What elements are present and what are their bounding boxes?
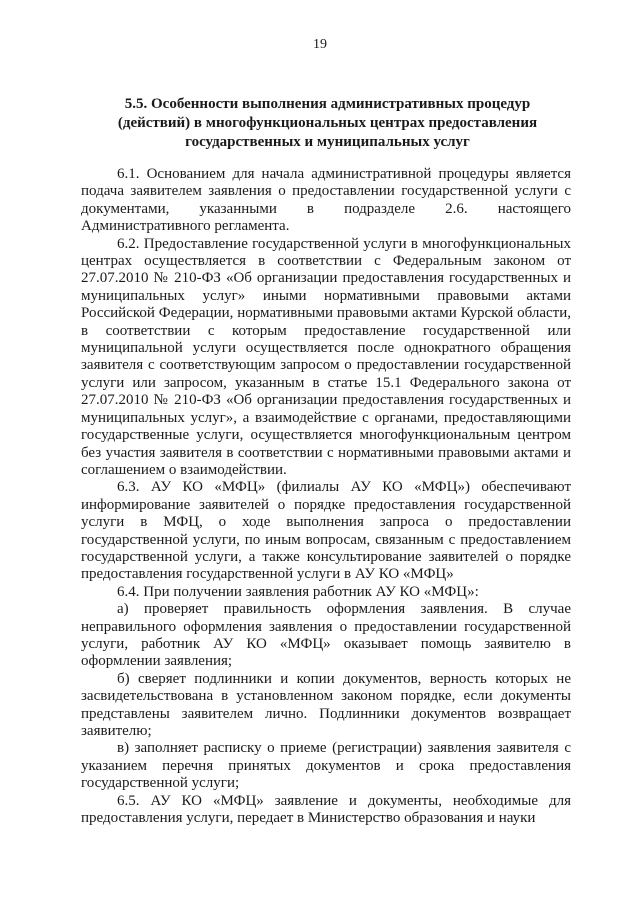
page-number: 19 bbox=[313, 37, 327, 52]
paragraph-6-4-b: б) сверяет подлинники и копии документов, верность которых не засвидетельствована в установленном законом порядке, если документы представлены заявителем лично. Подлинники документов возвращает заявителю; bbox=[81, 670, 571, 739]
paragraph-6-5: 6.5. АУ КО «МФЦ» заявление и документы, необходимые для предоставления услуги, передает в Министерство образования и науки bbox=[81, 792, 571, 827]
paragraph-6-4-a: а) проверяет правильность оформления заявления. В случае неправильного оформления заявления о предоставлении государственной услуги, работник АУ КО «МФЦ» оказывает помощь заявителю в оформлении заявления; bbox=[81, 601, 571, 670]
paragraph-6-4: 6.4. При получении заявления работник АУ КО «МФЦ»: bbox=[117, 583, 479, 600]
section-title: 5.5. Особенности выполнения административных процедур (действий) в многофункциональных центрах предоставления государственных и муниципальных услуг bbox=[117, 96, 538, 150]
paragraph-6-2: 6.2. Предоставление государственной услуги в многофункциональных центрах осуществляется в соответствии с Федеральным законом от 27.07.2010 № 210-ФЗ «Об организации предоставления государственных и муниципальных услуг» иными нормативными правовыми актами Российской Федерации, нормативными правовыми актами Курской области, в соответствии с которым предоставление государственной или муниципальной услуги осуществляется после однократного обращения заявителя с соответствующим запросом о предоставлении государственной услуги или запросом, указанным в статье 15.1 Федерального закона от 27.07.2010 № 210-ФЗ «Об организации предоставления государственных и муниципальных услуг», а взаимодействие с органами, предоставляющими государственные услуги, осуществляется многофункциональным центром без участия заявителя в соответствии с нормативными правовыми актами и соглашением о взаимодействии. bbox=[81, 235, 571, 478]
body-text bbox=[81, 166, 571, 827]
paragraph-6-4-v: в) заполняет расписку о приеме (регистрации) заявления заявителя с указанием перечня принятых документов и срока предоставления государственной услуги; bbox=[81, 740, 571, 792]
paragraph-6-1: 6.1. Основанием для начала административной процедуры является подача заявителем заявления о предоставлении государственной услуги с документами, указанными в подразделе 2.6. настоящего Административного регламента. bbox=[81, 166, 571, 235]
paragraph-6-3: 6.3. АУ КО «МФЦ» (филиалы АУ КО «МФЦ») обеспечивают информирование заявителей о порядке предоставления государственной услуги в МФЦ, о ходе выполнения запроса о предоставлении государственной услуги, по иным вопросам, связанным с предоставлением государственной услуги, а также консультирование заявителей о порядке предоставления государственной услуги в АУ КО «МФЦ» bbox=[81, 479, 571, 583]
